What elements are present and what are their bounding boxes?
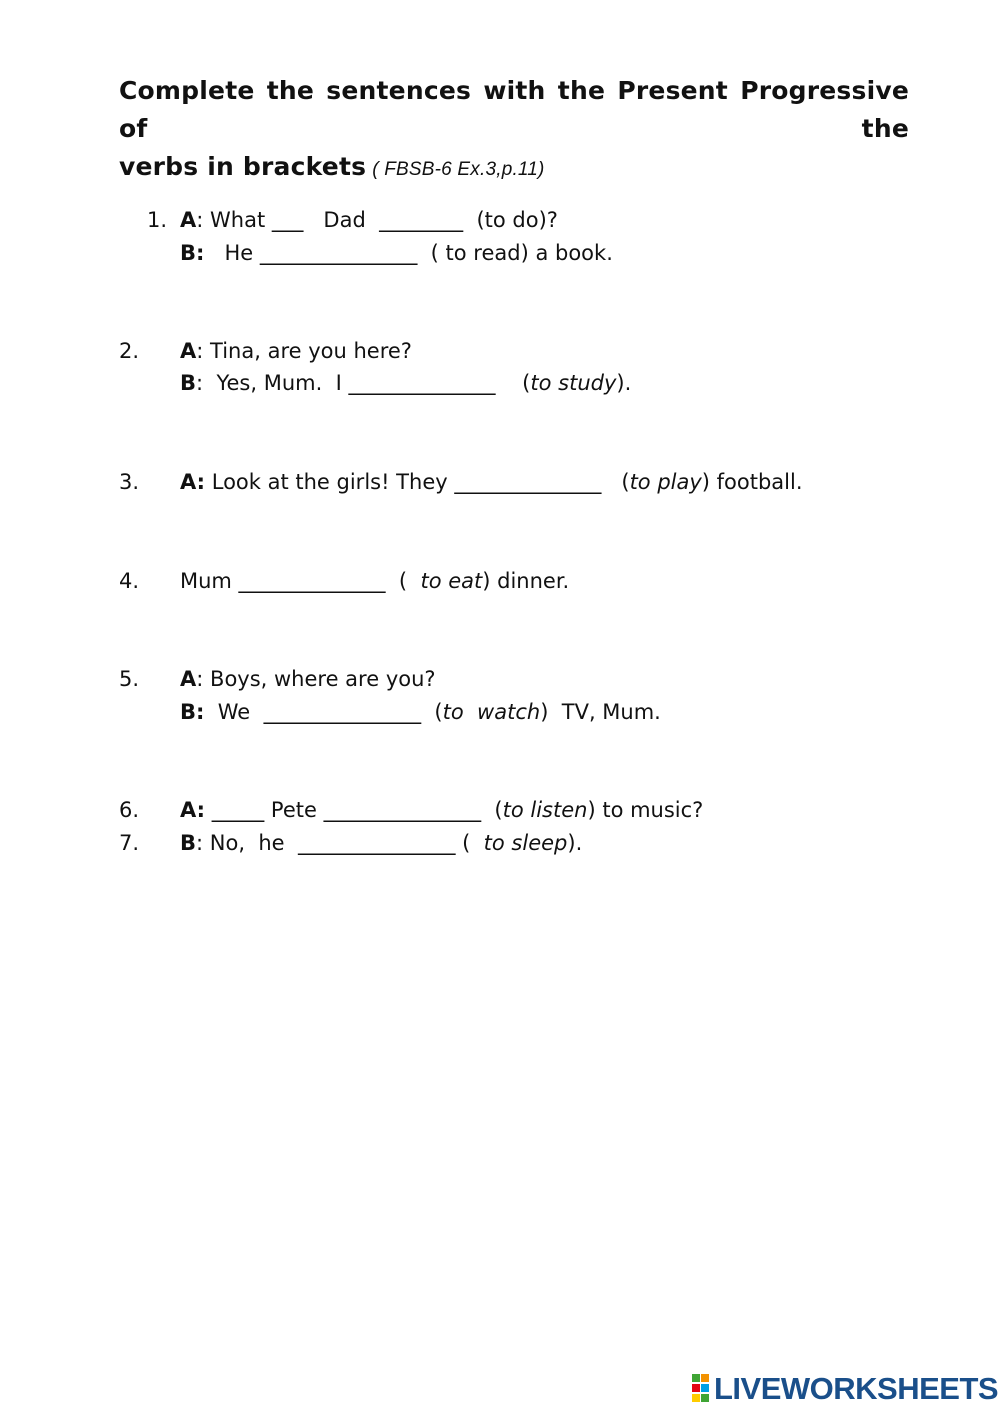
exercise-1-line-b (180, 238, 613, 268)
exercise-number: 7. (119, 831, 140, 855)
speaker-label: B (180, 831, 197, 855)
verb-hint: to watch (442, 700, 541, 724)
speaker-label: A: (180, 470, 206, 494)
logo-text: LIVEWORKSHEETS (714, 1371, 999, 1406)
exercise-5-line-b: B: We _______________ (to watch) TV, Mum. (180, 700, 661, 724)
speaker-label: A (180, 339, 197, 363)
sentence-text: Look at the girls! They ______________ ( (211, 470, 630, 494)
sentence-text: Boys, where are you? (210, 667, 436, 691)
exercise-4-line: Mum ______________ ( to eat) dinner. (180, 569, 570, 593)
sentence-text: _____ Pete _______________ ( (211, 798, 503, 822)
sentence-text: Tina, are you here? (210, 339, 412, 363)
sentence-text: He _______________ ( to read) a book. (224, 241, 613, 265)
verb-hint: to play (629, 470, 702, 494)
speaker-label: A (180, 208, 197, 232)
source-reference: ( FBSB-6 Ex.3,p.11) (372, 159, 545, 180)
speaker-label: A (180, 667, 197, 691)
verb-hint: to study (530, 371, 617, 395)
exercise-number: 1. (147, 208, 168, 232)
exercise-5-line-a: A: Boys, where are you? (180, 667, 436, 691)
exercise-number: 3. (119, 470, 140, 494)
sentence-text: What ___ Dad ________ (to do)? (210, 208, 558, 232)
exercise-number: 4. (119, 569, 140, 593)
exercise-1-line-a: A: What ___ Dad ________ (to do)? (180, 208, 558, 232)
exercise-3-line-a: A: Look at the girls! They ______________ (to play) football. (180, 470, 803, 494)
exercise-number: 6. (119, 798, 140, 822)
exercise-2-line-a: A: Tina, are you here? (180, 339, 412, 363)
sentence-text: We _______________ ( (217, 700, 443, 724)
exercise-number: 5. (119, 667, 140, 691)
instructions-line-2: verbs in brackets (119, 152, 367, 181)
exercise-7-line: B: No, he _______________ ( to sleep). (180, 831, 583, 855)
speaker-label: B: (180, 241, 205, 265)
exercise-number: 2. (119, 339, 140, 363)
instructions-line-1: Complete the sentences with the Present Progressive of the (119, 76, 909, 143)
liveworksheets-logo (692, 1372, 998, 1406)
exercise-2-line-b: B: Yes, Mum. I ______________ (to study). (180, 371, 632, 395)
speaker-label: A: (180, 798, 206, 822)
verb-hint: to sleep (483, 831, 568, 855)
sentence-text: Yes, Mum. I ______________ ( (216, 371, 531, 395)
speaker-label: B: (180, 700, 205, 724)
verb-hint: to listen (502, 798, 588, 822)
worksheet-instructions (119, 72, 919, 189)
verb-hint: to eat (420, 569, 483, 593)
speaker-label: B (180, 371, 197, 395)
sentence-text: No, he _______________ ( (209, 831, 484, 855)
exercise-6-line: A: _____ Pete _______________ (to listen) to music? (180, 798, 704, 822)
sentence-text: Mum ______________ ( (180, 569, 421, 593)
liveworksheets-logo-icon (692, 1374, 710, 1404)
